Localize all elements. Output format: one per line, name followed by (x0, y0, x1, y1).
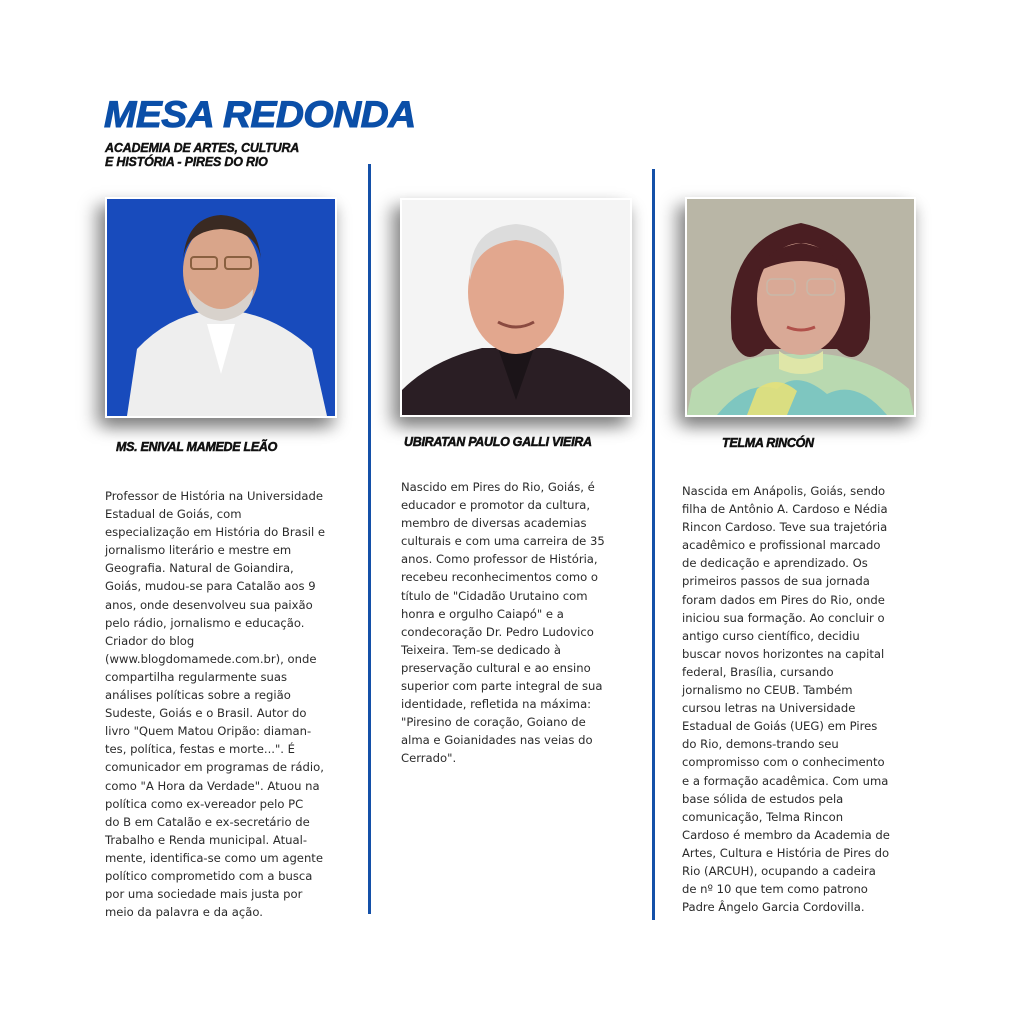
bio-line: político comprometido com a busca (105, 868, 313, 883)
speaker-photo-telma (685, 197, 916, 417)
subtitle-line-1: ACADEMIA DE ARTES, CULTURA (105, 141, 300, 155)
speaker-name: MS. ENIVAL MAMEDE LEÃO (116, 440, 278, 454)
bio-line: condecoração Dr. Pedro Ludovico (401, 624, 594, 639)
bio-line: pelo rádio, jornalismo e educação. (105, 615, 305, 630)
bio-line: Cerrado". (401, 751, 457, 766)
bio-line: Estadual de Goiás, com (105, 507, 242, 522)
bio-line: Teixeira. Tem-se dedicado à (401, 642, 561, 657)
bio-line: buscar novos horizontes na capital (682, 646, 885, 661)
bio-line: título de "Cidadão Urutaino com (401, 588, 588, 603)
bio-line: Padre Ângelo Garcia Cordovilla. (682, 900, 865, 915)
bio-line: de dedicação e aprendizado. Os (682, 556, 868, 571)
bio-line: recebeu reconhecimentos como o (401, 570, 598, 585)
portrait-woman-icon (687, 199, 914, 415)
bio-line: Professor de História na Universidade (105, 489, 323, 503)
bio-line: meio da palavra e da ação. (105, 905, 263, 920)
bio-line: anos, onde desenvolveu sua paixão (105, 597, 313, 612)
bio-line: Geografia. Natural de Goiandira, (105, 561, 294, 576)
portrait-man-icon (402, 200, 630, 415)
speaker-bio (105, 487, 325, 921)
bio-line: educador e promotor da cultura, (401, 498, 591, 513)
bio-line: honra e orgulho Caiapó" e a (401, 606, 564, 621)
bio-line: base sólida de estudos pela (682, 791, 844, 806)
bio-line: identidade, refletida na máxima: (401, 697, 592, 712)
bio-line: jornalismo no CEUB. Também (682, 683, 853, 698)
bio-line: Trabalho e Renda municipal. Atual- (105, 832, 308, 847)
bio-line: anos. Como professor de História, (401, 552, 598, 567)
bio-line: preservação cultural e ao ensino (401, 660, 591, 675)
bio-line: Nascida em Anápolis, Goiás, sendo (682, 484, 886, 498)
bio-line: "Piresino de coração, Goiano de (401, 715, 586, 730)
bio-line: superior com parte integral de sua (401, 679, 603, 694)
speaker-name: TELMA RINCÓN (722, 436, 814, 450)
bio-line: Rincon Cardoso. Teve sua trajetória (682, 520, 888, 535)
bio-line: jornalismo literário e mestre em (105, 543, 292, 558)
bio-line: alma e Goianidades nas veias do (401, 733, 593, 748)
bio-line: federal, Brasília, cursando (682, 664, 834, 679)
bio-line: Rio (ARCUH), ocupando a cadeira (682, 863, 876, 878)
bio-line: (www.blogdomamede.com.br), onde (105, 651, 317, 666)
bio-line: culturais e com uma carreira de 35 (401, 534, 605, 549)
bio-line: mente, identifica-se como um agente (105, 850, 323, 865)
page-title: MESA REDONDA (104, 94, 416, 135)
portrait-man-icon (107, 199, 335, 416)
bio-line: análises políticas sobre a região (105, 688, 291, 703)
bio-line: tes, política, festas e morte...". É (105, 742, 295, 757)
bio-line: política como ex-vereador pelo PC (105, 796, 304, 811)
bio-line: do Rio, demons-trando seu (682, 737, 839, 752)
bio-line: comunicação, Telma Rincon (682, 809, 844, 824)
subtitle-line-2: E HISTÓRIA - PIRES DO RIO (105, 155, 268, 169)
speaker-photo-ubiratan (400, 198, 632, 417)
bio-line: como "A Hora da Verdade". Atuou na (105, 778, 320, 793)
bio-line: Goiás, mudou-se para Catalão aos 9 (105, 579, 316, 594)
bio-line: Cardoso é membro da Academia de (682, 827, 890, 842)
speaker-name: UBIRATAN PAULO GALLI VIEIRA (404, 435, 592, 449)
bio-line: compartilha regularmente suas (105, 669, 288, 684)
bio-line: comunicador em programas de rádio, (105, 760, 324, 775)
bio-line: membro de diversas academias (401, 516, 587, 531)
column-divider-2 (652, 169, 655, 920)
bio-line: Artes, Cultura e História de Pires do (682, 845, 890, 860)
bio-line: Criador do blog (105, 633, 195, 648)
bio-line: foram dados em Pires do Rio, onde (682, 592, 885, 607)
bio-line: do B em Catalão e ex-secretário de (105, 814, 310, 829)
page-subtitle (105, 141, 299, 169)
bio-line: filha de Antônio A. Cardoso e Nédia (682, 502, 888, 517)
bio-line: iniciou sua formação. Ao concluir o (682, 610, 885, 625)
speaker-bio (682, 482, 890, 916)
bio-line: e a formação acadêmica. Com uma (682, 773, 889, 788)
bio-line: especialização em História do Brasil e (105, 525, 326, 540)
speaker-photo-enival (105, 197, 337, 418)
bio-line: primeiros passos de sua jornada (682, 574, 870, 589)
bio-line: acadêmico e profissional marcado (682, 538, 881, 553)
bio-line: Estadual de Goiás (UEG) em Pires (682, 719, 878, 734)
bio-line: antigo curso científico, decidiu (682, 628, 860, 643)
bio-line: Nascido em Pires do Rio, Goiás, é (401, 480, 595, 494)
bio-line: compromisso com o conhecimento (682, 755, 885, 770)
bio-line: Sudeste, Goiás e o Brasil. Autor do (105, 706, 307, 721)
bio-line: livro "Quem Matou Oripão: diaman- (105, 724, 312, 739)
bio-line: por uma sociedade mais justa por (105, 887, 303, 902)
speaker-bio (401, 478, 605, 768)
bio-line: de nº 10 que tem como patrono (682, 882, 868, 897)
bio-line: cursou letras na Universidade (682, 701, 856, 716)
column-divider-1 (368, 164, 371, 914)
